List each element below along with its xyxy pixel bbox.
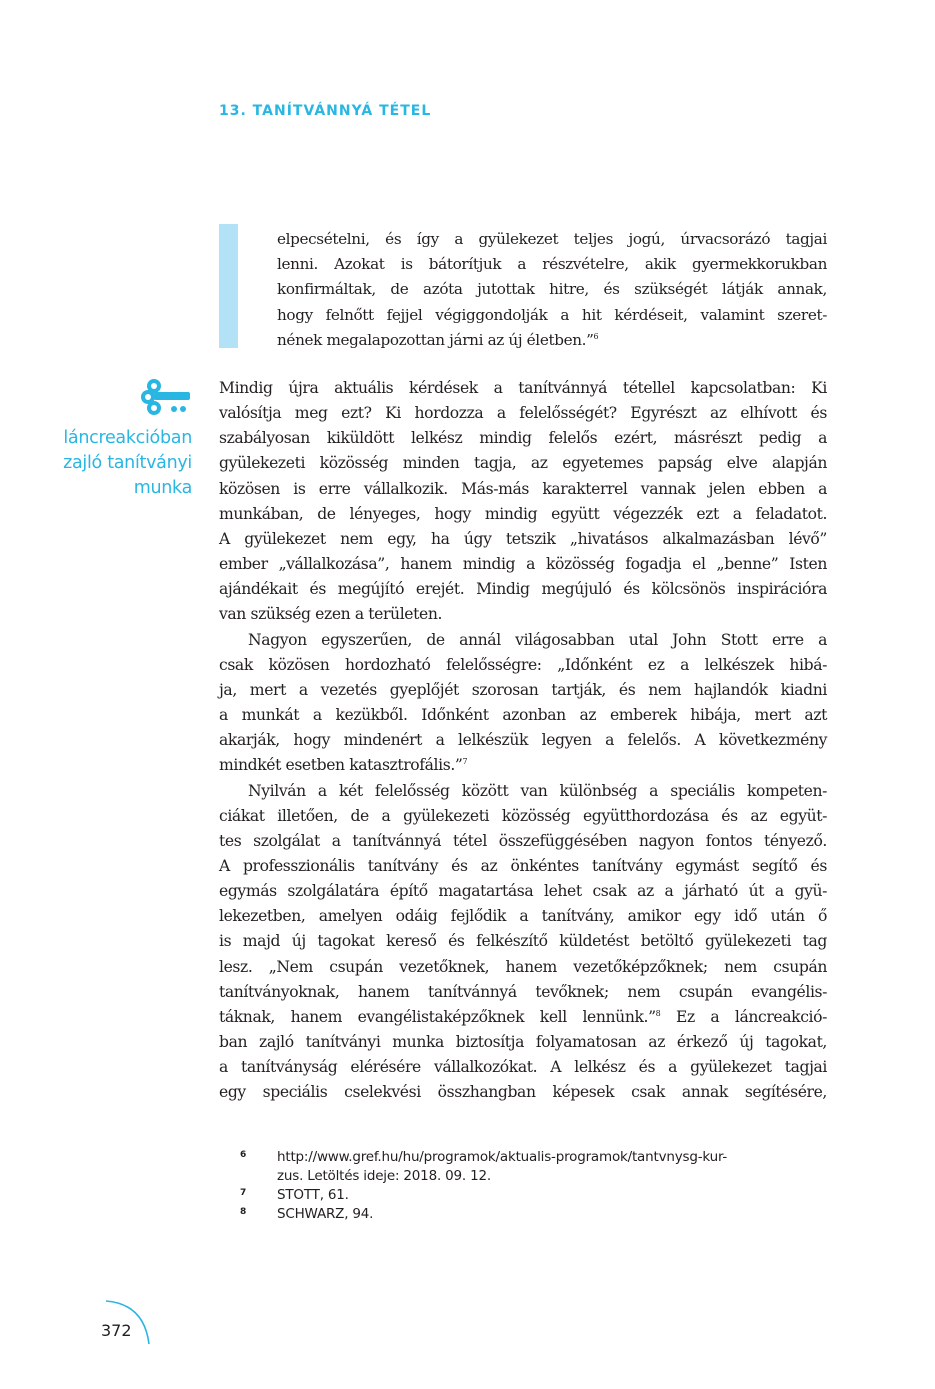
footnote-url[interactable]: http://www.gref.hu/hu/programok/aktualis-programok/tantvnysg-kur- xyxy=(277,1149,728,1165)
sidebar-label-line: láncreakcióban xyxy=(63,428,192,448)
text-line: egymás szolgálatára építő magatartása lehet csak az a járható út a gyü- xyxy=(219,882,827,901)
text-line: ciákat illetően, de a gyülekezeti közösség együtthordozása és az együt- xyxy=(219,806,827,825)
text-line: Nagyon egyszerűen, de annál világosabban utal John Stott erre a xyxy=(248,630,827,649)
text-line-text: táknak, hanem evangélistaképzőknek kell lennünk.” xyxy=(219,1007,656,1026)
footnote-number: 8 xyxy=(240,1207,247,1217)
text-line-text: mindkét esetben katasztrofális.” xyxy=(219,756,463,775)
quote-line: konfirmáltak, de azóta jutottak hitre, és szükségét látják annak, xyxy=(277,280,827,299)
footnote-6 xyxy=(240,1148,830,1186)
footnotes xyxy=(240,1148,830,1224)
footnote-8 xyxy=(240,1205,830,1224)
footnote-number: 6 xyxy=(240,1150,247,1160)
text-line-text: Ez a láncreakció- xyxy=(660,1007,827,1026)
footnote-ref[interactable]: 7 xyxy=(462,757,468,767)
quote-line xyxy=(277,328,827,353)
text-line: A gyülekezet nem egy, ha úgy tetszik „hivatásos alkalmazásban lévő” xyxy=(219,529,827,548)
quote-line: lenni. Azokat is bátorítjuk a részvételre, akik gyermekkorukban xyxy=(277,255,827,274)
block-quote xyxy=(277,227,827,353)
sidebar-label-line: munka xyxy=(133,478,192,498)
footnote-number: 7 xyxy=(240,1188,247,1198)
text-line: ban zajló tanítványi munka biztosítja folyamatosan az érkező új tagokat, xyxy=(219,1033,827,1052)
text-line: a tanítványság elérésére vállalkozókat. A lelkész és a gyülekezet tagjai xyxy=(219,1058,827,1077)
paragraph-2 xyxy=(219,628,827,779)
footnote-text xyxy=(277,1148,830,1186)
footnote-ref[interactable]: 8 xyxy=(655,1008,661,1018)
text-line: valósítja meg ezt? Ki hordozza a felelősségét? Egyrészt az elhívott és xyxy=(219,404,827,423)
text-line: ajándékait és megújító erejét. Mindig megújuló és kölcsönös inspirációra xyxy=(219,580,827,599)
text-line: csak közösen hordozható felelősségre: „Időnként ez a lelkészek hibá- xyxy=(219,655,827,674)
text-line: akarják, hogy mindenért a lelkészük legyen a felelős. A következmény xyxy=(219,731,827,750)
text-line: lekezetben, amelyen odáig fejlődik a tanítvány, amikor egy idő után ő xyxy=(219,907,827,926)
key-icon xyxy=(140,378,192,416)
footnote-text: SCHWARZ, 94. xyxy=(277,1206,374,1222)
paragraph-3 xyxy=(219,779,827,1106)
text-line xyxy=(219,753,827,778)
footnote-ref[interactable]: 6 xyxy=(593,331,599,341)
footnote-text: STOTT, 61. xyxy=(277,1187,349,1203)
text-line: Mindig újra aktuális kérdések a tanítvánnyá tétellel kapcsolatban: Ki xyxy=(219,379,827,397)
text-line: szabályosan kiküldött lelkész mindig felelős ezért, másrészt pedig a xyxy=(219,429,827,448)
text-line: van szükség ezen a területen. xyxy=(219,605,443,624)
quote-line: hogy felnőtt fejjel végiggondolják a hit kérdéseit, valamint szeret- xyxy=(277,305,827,324)
text-line: a munkát a kezükből. Időnként azonban az emberek hibája, mert azt xyxy=(219,706,827,725)
body-text xyxy=(219,376,827,1106)
text-line: ja, mert a vezetés gyeplőjét szorosan tartják, és nem hajlandók kiadni xyxy=(219,680,827,699)
chapter-header: 13. TANÍTVÁNNYÁ TÉTEL xyxy=(219,103,432,119)
text-line: lesz. „Nem csupán vezetőknek, hanem vezetőképzőknek; nem csupán xyxy=(219,957,827,976)
text-line: gyülekezeti közösség minden tagja, az egyetemes papság elve alapján xyxy=(219,454,827,473)
quote-line-text: nének megalapozottan járni az új életben.” xyxy=(277,330,594,349)
text-line: is majd új tagokat kereső és felkészítő küldetést betöltő gyülekezeti tag xyxy=(219,932,827,951)
text-line: A professzionális tanítvány és az önkéntes tanítvány egymást segítő és xyxy=(219,856,827,875)
text-line: ember „vállalkozása”, hanem mindig a közösség fogadja el „benne” Isten xyxy=(219,555,827,574)
sidebar-label-line: zajló tanítványi xyxy=(63,453,192,473)
text-line: tanítványoknak, hanem tanítvánnyá tevőknek; nem csupán evangélis- xyxy=(219,982,827,1001)
footnote-7 xyxy=(240,1186,830,1205)
footnote-line: zus. Letöltés ideje: 2018. 09. 12. xyxy=(277,1168,491,1184)
text-line: közösen is erre vállalkozik. Más-más karakterrel vannak jelen ebben a xyxy=(219,479,827,498)
text-line: Nyilván a két felelősség között van különbség a speciális kompeten- xyxy=(248,781,827,800)
page-number: 372 xyxy=(101,1321,132,1340)
paragraph-1 xyxy=(219,376,827,628)
quote-line: elpecsételni, és így a gyülekezet teljes jogú, úrvacsorázó tagjai xyxy=(277,230,827,248)
sidebar-label xyxy=(30,426,192,501)
text-line: munkában, de lényeges, hogy mindig együtt végezzék ezt a feladatot. xyxy=(219,504,827,523)
quote-bar xyxy=(219,224,238,348)
text-line: egy speciális cselekvési összhangban képesek csak annak segítésére, xyxy=(219,1083,827,1102)
text-line xyxy=(219,1005,827,1030)
text-line: tes szolgálat a tanítvánnyá tétel összefüggésében nagyon fontos tényező. xyxy=(219,831,827,850)
